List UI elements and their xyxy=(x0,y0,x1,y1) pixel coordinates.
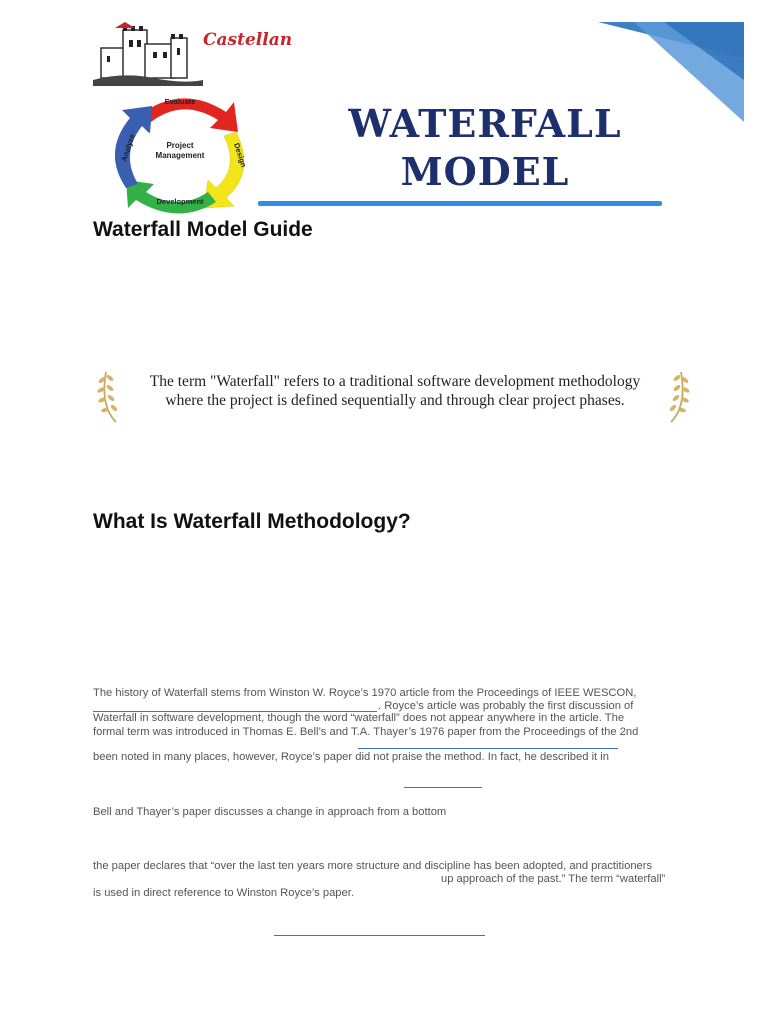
corner-decoration xyxy=(594,22,744,122)
logo-text: Castellan xyxy=(203,30,293,50)
cycle-label-design: Design xyxy=(232,141,249,169)
body-line-7: the paper declares that “over the last ten years more structure and discipline has been adopted, and practitioners xyxy=(93,860,653,872)
body-line-8: up approach of the past.” The term “waterfall” xyxy=(441,873,666,885)
cycle-label-development: Development xyxy=(156,197,204,206)
body-line-4: formal term was introduced in Thomas E. Bell’s and T.A. Thayer’s 1976 paper from the Proceedings of the 2nd xyxy=(93,726,639,738)
section-heading-methodology: What Is Waterfall Methodology? xyxy=(93,510,411,533)
castellan-logo xyxy=(93,18,293,86)
quote-line2: where the project is defined sequentially and through clear project phases. xyxy=(165,392,625,409)
banner-title-line2: MODEL xyxy=(400,149,570,194)
cycle-center-line2: Management xyxy=(155,151,205,160)
link-underline-2[interactable] xyxy=(358,748,618,749)
cycle-center-line1: Project xyxy=(166,141,194,150)
link-underline-3[interactable] xyxy=(404,787,482,788)
body-line-1: The history of Waterfall stems from Winston W. Royce’s 1970 article from the Proceedings of IEEE WESCON, xyxy=(93,687,637,699)
laurel-right-icon xyxy=(665,368,691,429)
laurel-left-icon xyxy=(96,368,122,429)
link-underline-4[interactable] xyxy=(274,935,485,936)
page-title: Waterfall Model Guide xyxy=(93,218,313,241)
banner-title-line1: WATERFALL xyxy=(348,101,622,146)
banner-underline xyxy=(258,201,662,206)
body-line-5: been noted in many places, however, Royce’s paper did not praise the method. In fact, he described it in xyxy=(93,751,609,763)
project-management-cycle-diagram xyxy=(108,88,253,216)
quote-line1: The term "Waterfall" refers to a traditional software development methodology xyxy=(149,373,641,390)
body-line-6: Bell and Thayer’s paper discusses a change in approach from a bottom xyxy=(93,806,447,818)
body-line-3: Waterfall in software development, though the word “waterfall” does not appear anywhere in the article. The xyxy=(93,712,625,724)
cycle-label-analyze: Analyze xyxy=(119,132,137,163)
cycle-label-evaluate: Evaluate xyxy=(164,97,196,106)
body-line-2: . Royce’s article was probably the first discussion of xyxy=(378,700,634,712)
castle-icon xyxy=(93,18,203,86)
waterfall-definition-quote xyxy=(128,372,662,410)
body-line-9: is used in direct reference to Winston Royce’s paper. xyxy=(93,887,354,899)
